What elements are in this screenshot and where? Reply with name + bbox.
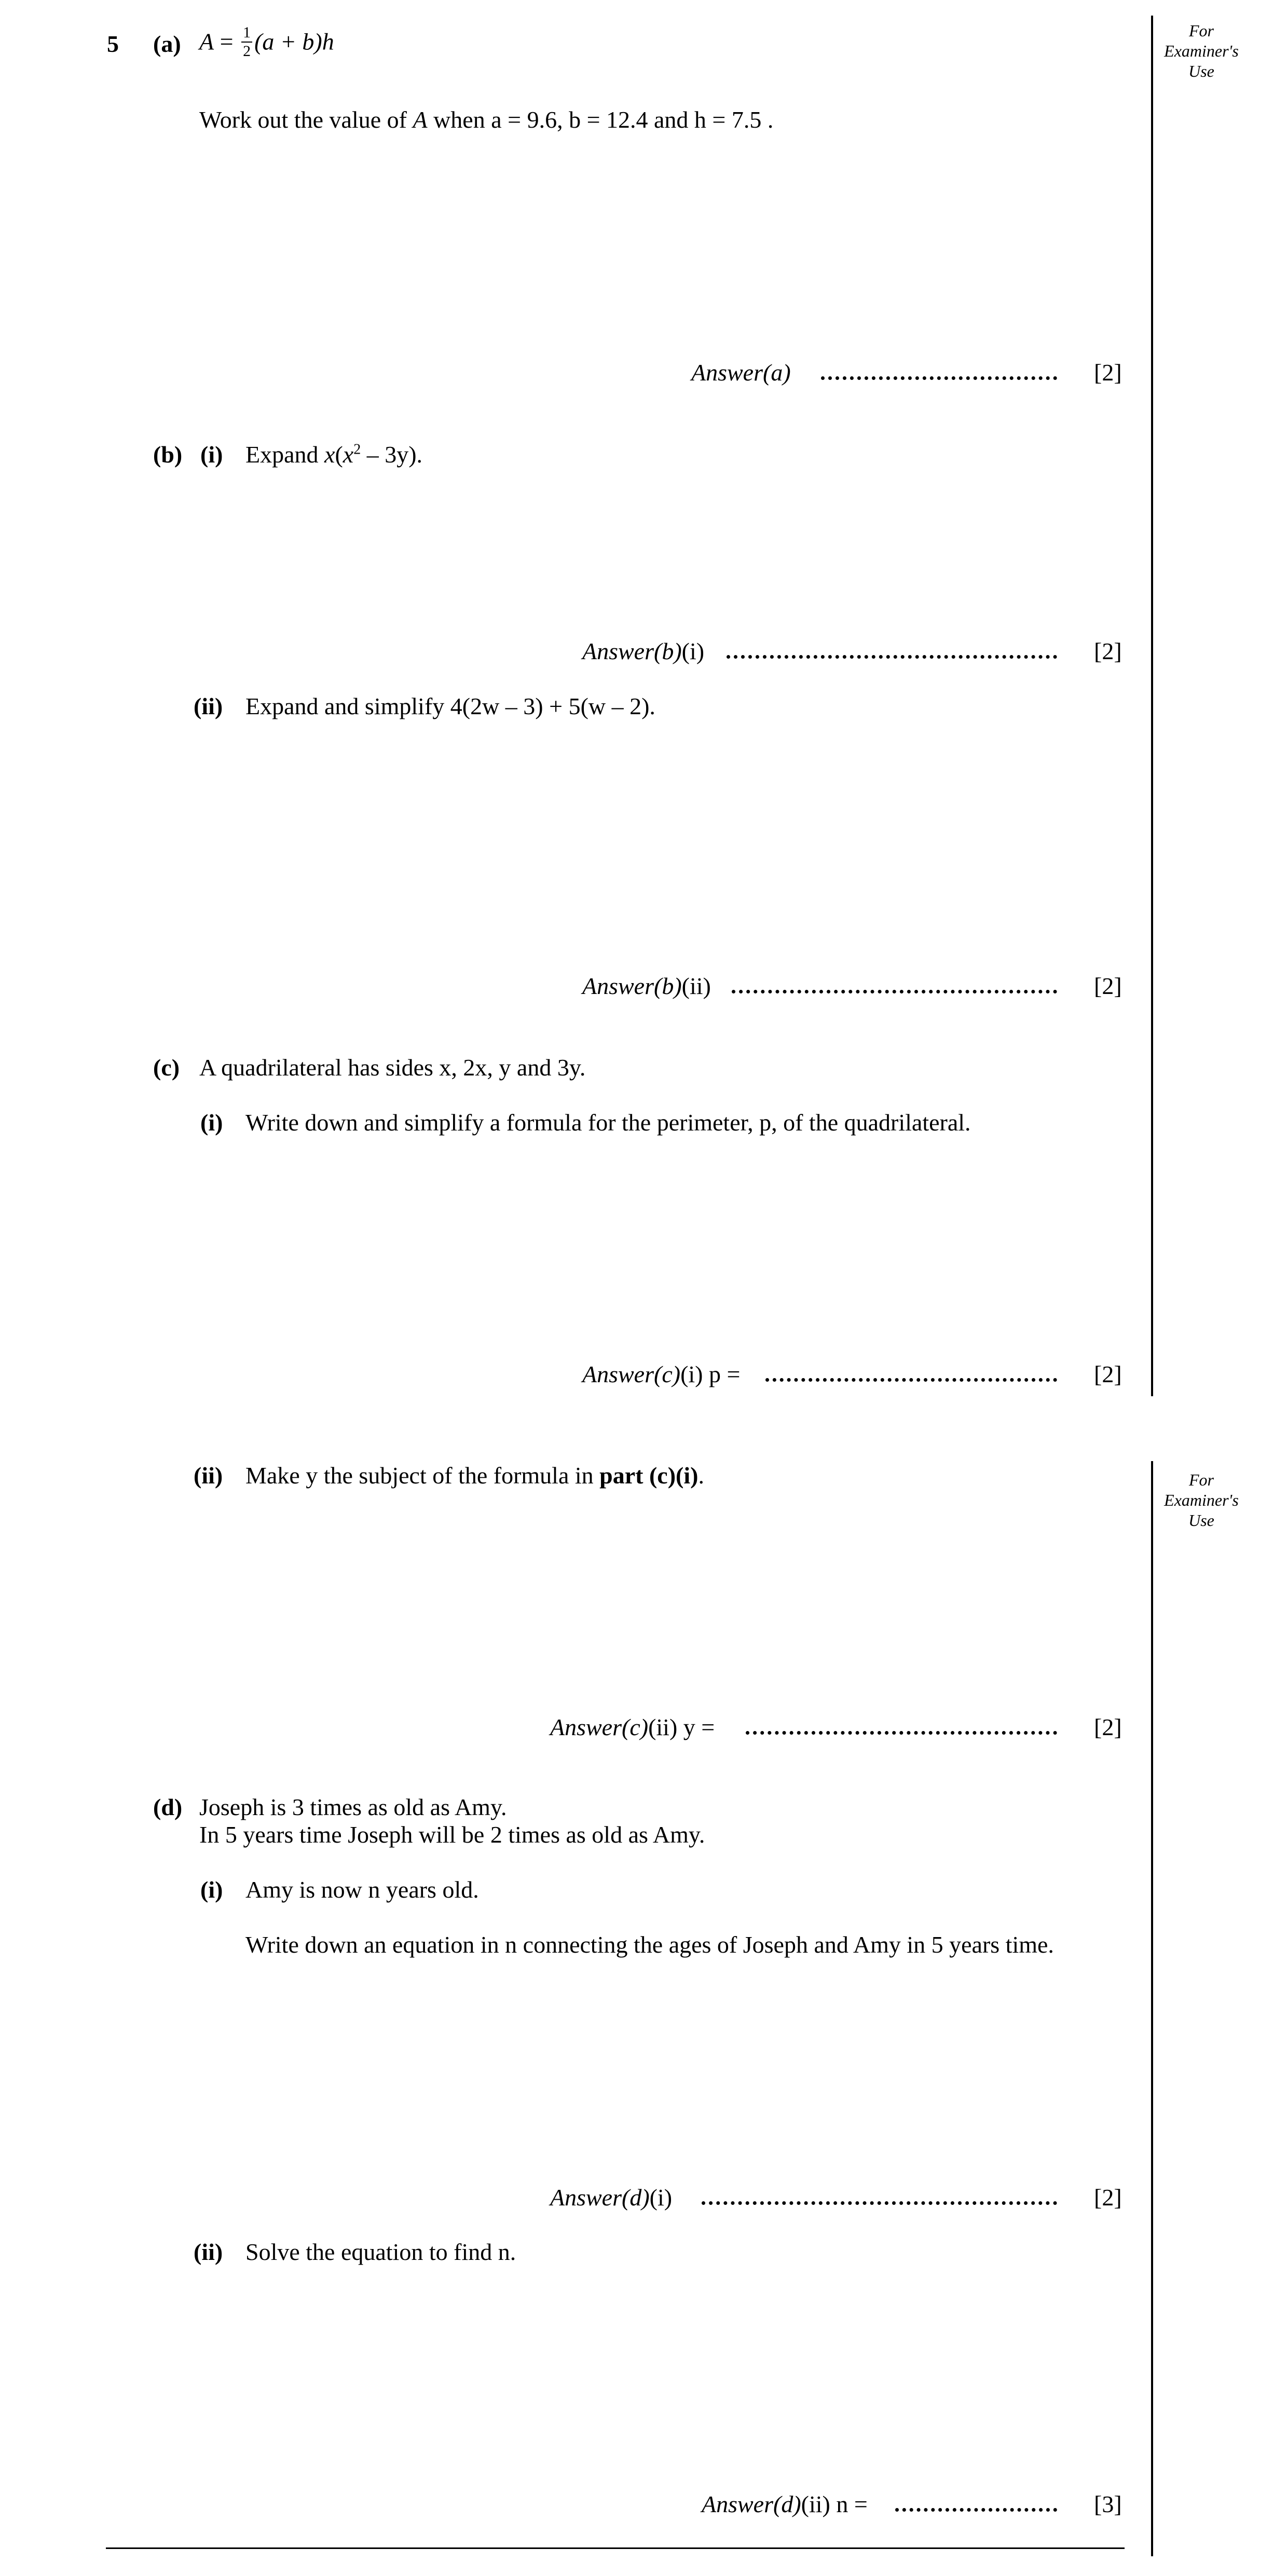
part-c-i-label: (i) bbox=[200, 1109, 223, 1136]
part-d-ii-prompt: Solve the equation to find n. bbox=[245, 2239, 516, 2265]
answer-b-ii-marks: [2] bbox=[1094, 973, 1122, 999]
answer-d-i-line[interactable] bbox=[702, 2201, 1057, 2205]
part-b-i-prompt: Expand $x(x^2 - 3y)$. bbox=[245, 441, 423, 468]
examiner-use-label: For Examiner's Use bbox=[1164, 1470, 1239, 1530]
answer-b-i-line[interactable] bbox=[727, 655, 1057, 659]
answer-b-i-label: Answer(b)(i) bbox=[582, 638, 705, 664]
examiner-margin-rule bbox=[1151, 1461, 1153, 2556]
answer-c-i-line[interactable] bbox=[765, 1378, 1057, 1382]
answer-d-ii-label: Answer(d)(ii) n = bbox=[702, 2491, 868, 2517]
one-half-fraction: $\frac{1}{2}$ bbox=[241, 25, 252, 59]
part-d-i-prompt2: Write down an equation in n connecting the ages of Joseph and Amy in 5 years time. bbox=[245, 1931, 1054, 1958]
part-c-i-prompt: Write down and simplify a formula for the perimeter, p, of the quadrilateral. bbox=[245, 1109, 971, 1136]
part-a-label: (a) bbox=[153, 31, 181, 57]
part-d-ii-label: (ii) bbox=[194, 2239, 223, 2265]
part-b-ii-label: (ii) bbox=[194, 693, 223, 719]
answer-b-ii-line[interactable] bbox=[732, 990, 1057, 993]
answer-a-label: Answer(a) bbox=[691, 359, 791, 386]
answer-d-ii-marks: [3] bbox=[1094, 2491, 1122, 2517]
part-b-label: (b) bbox=[153, 441, 183, 468]
examiner-use-label: For Examiner's Use bbox=[1164, 21, 1239, 80]
part-a-prompt: Work out the value of A when a = 9.6, b = 12.4 and h = 7.5 . bbox=[199, 106, 774, 133]
answer-b-ii-label: Answer(b)(ii) bbox=[582, 973, 711, 999]
answer-a-marks: [2] bbox=[1094, 359, 1122, 386]
part-d-intro-line1: Joseph is 3 times as old as Amy. bbox=[199, 1794, 507, 1820]
answer-d-i-marks: [2] bbox=[1094, 2184, 1122, 2211]
part-d-i-prompt1: Amy is now n years old. bbox=[245, 1876, 479, 1903]
part-b-i-label: (i) bbox=[200, 441, 223, 468]
page-bottom-rule bbox=[106, 2547, 1125, 2549]
answer-c-i-label: Answer(c)(i) p = bbox=[582, 1361, 741, 1387]
part-c-ii-label: (ii) bbox=[194, 1462, 223, 1489]
part-b-ii-prompt: Expand and simplify 4(2w – 3) + 5(w – 2). bbox=[245, 693, 655, 719]
answer-d-i-label: Answer(d)(i) bbox=[550, 2184, 673, 2211]
part-c-intro: A quadrilateral has sides x, 2x, y and 3y. bbox=[199, 1054, 586, 1081]
part-a-formula: A = $\frac{1}{2}$ (a + b)h bbox=[199, 24, 334, 60]
part-d-intro-line2: In 5 years time Joseph will be 2 times as old as Amy. bbox=[199, 1821, 705, 1848]
answer-b-i-marks: [2] bbox=[1094, 638, 1122, 664]
question-number: 5 bbox=[107, 31, 119, 57]
answer-d-ii-line[interactable] bbox=[895, 2508, 1057, 2512]
part-c-label: (c) bbox=[153, 1054, 180, 1081]
part-c-ii-prompt: Make y the subject of the formula in part (c)(i). bbox=[245, 1462, 704, 1489]
answer-c-ii-line[interactable] bbox=[746, 1731, 1057, 1735]
answer-c-ii-marks: [2] bbox=[1094, 1714, 1122, 1740]
examiner-margin-rule bbox=[1151, 16, 1153, 1396]
answer-c-i-marks: [2] bbox=[1094, 1361, 1122, 1387]
part-d-i-label: (i) bbox=[200, 1876, 223, 1903]
part-d-label: (d) bbox=[153, 1794, 183, 1820]
answer-c-ii-label: Answer(c)(ii) y = bbox=[550, 1714, 715, 1740]
answer-a-line[interactable] bbox=[821, 376, 1057, 380]
